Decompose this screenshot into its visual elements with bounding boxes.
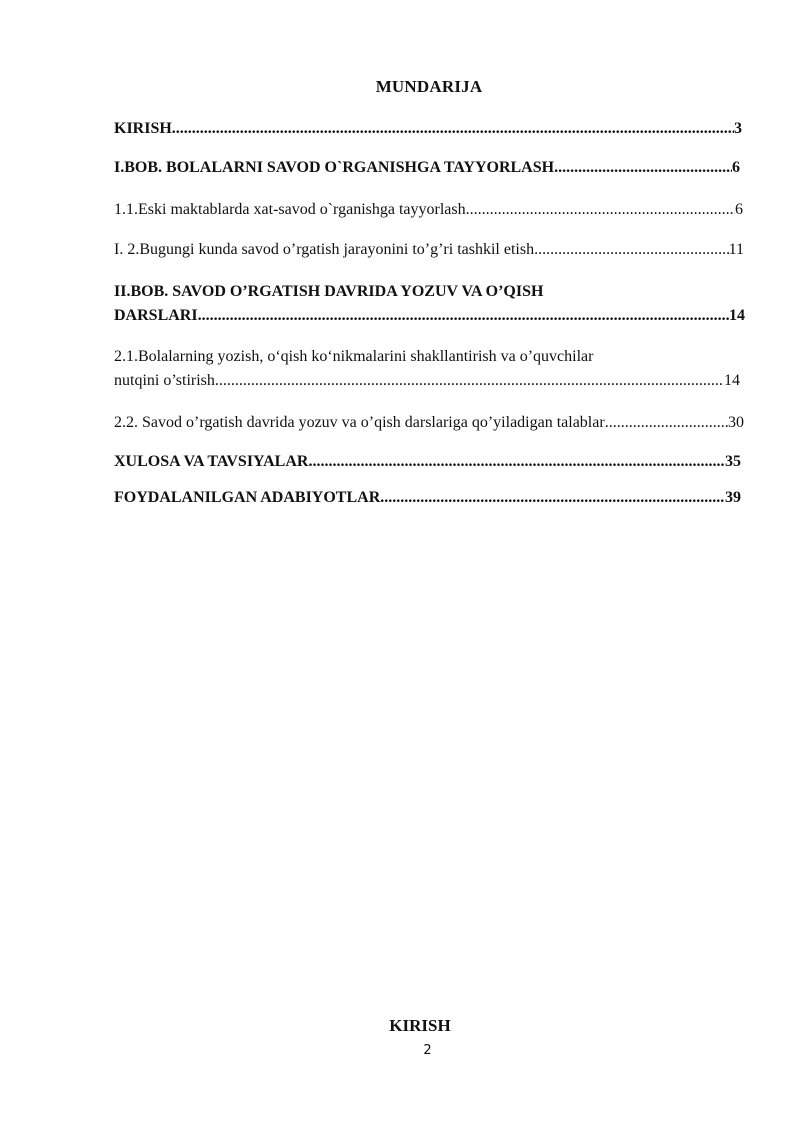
toc-entry-kirish — [114, 117, 742, 141]
toc-entry-section-1-2 — [114, 238, 744, 262]
toc-entry-chapter-2 — [114, 280, 745, 328]
toc-entry-title: I. 2.Bugungi kunda savod o’rgatish jarayonini to’g’ri tashkil etish — [114, 241, 535, 258]
toc-entry-title: DARSLARI — [114, 307, 198, 324]
toc-entry-page: 35 — [725, 453, 741, 470]
toc-entry-page: 6 — [732, 159, 740, 176]
toc-entry-section-2-2 — [114, 411, 744, 435]
toc-entry-title: 2.2. Savod o’rgatish davrida yozuv va o’qish darslariga qo’yiladigan talablar — [114, 414, 605, 431]
toc-entry-chapter-1 — [114, 156, 740, 180]
toc-entry-title: KIRISH — [114, 120, 172, 137]
toc-entry-page: 14 — [729, 307, 745, 324]
toc-leader-dots — [605, 411, 728, 435]
toc-entry-title-line1: II.BOB. SAVOD O’RGATISH DAVRIDA YOZUV VA O’QISH — [114, 283, 544, 300]
toc-entry-title: nutqini o’stirish — [114, 372, 215, 389]
toc-entry-page: 3 — [734, 120, 742, 137]
toc-entry-title-line1: 2.1.Bolalarning yozish, o‘qish ko‘nikmalarini shakllantirish va o’quvchilar — [114, 348, 594, 365]
toc-entry-page: 11 — [728, 241, 744, 258]
toc-entry-conclusion — [114, 450, 741, 474]
toc-entry-title: XULOSA VA TAVSIYALAR — [114, 453, 309, 470]
toc-leader-dots — [215, 369, 724, 393]
toc-entry-title: 1.1.Eski maktablarda xat-savod o`rganishga tayyorlash — [114, 201, 466, 218]
toc-leader-dots — [172, 117, 734, 141]
toc-entry-section-2-1 — [114, 345, 740, 393]
toc-title: MUNDARIJA — [375, 77, 483, 96]
toc-leader-dots — [198, 304, 729, 328]
toc-leader-dots — [380, 486, 725, 510]
toc-entry-title: FOYDALANILGAN ADABIYOTLAR — [114, 489, 381, 506]
toc-entry-page: 14 — [724, 372, 740, 389]
toc-entry-page: 6 — [735, 201, 743, 218]
toc-entry-section-1-1 — [114, 198, 743, 222]
toc-leader-dots — [554, 156, 732, 180]
toc-leader-dots — [534, 238, 729, 262]
toc-entry-page: 30 — [728, 414, 744, 431]
toc-leader-dots — [466, 198, 735, 222]
toc-leader-dots — [308, 450, 725, 474]
toc-entry-page: 39 — [725, 489, 741, 506]
toc-entry-title: I.BOB. BOLALARNI SAVOD O`RGANISHGA TAYYORLASH — [114, 159, 555, 176]
page-number: 2 — [423, 1043, 432, 1058]
next-section-heading: KIRISH — [389, 1016, 451, 1035]
toc-entry-references — [114, 486, 741, 510]
